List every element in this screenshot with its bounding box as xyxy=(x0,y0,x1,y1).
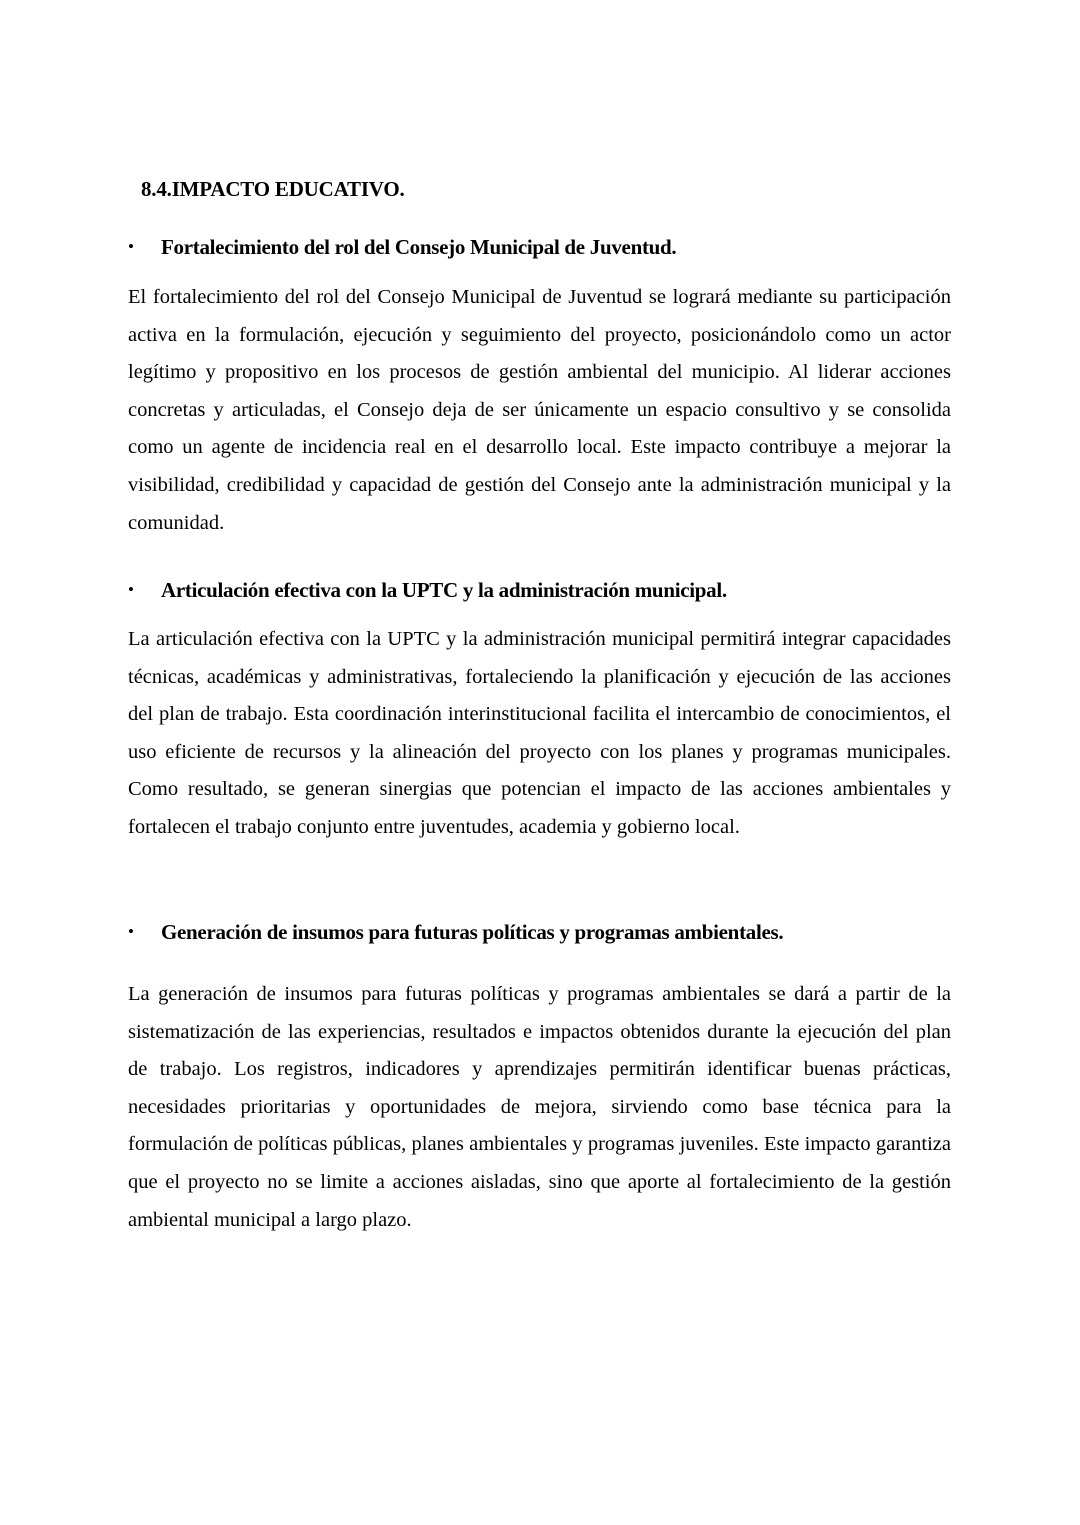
paragraph-articulacion: La articulación efectiva con la UPTC y la administración municipal permitirá integrar capacidades técnicas, académicas y administrativas, fortaleciendo la planificación y ejecución de las acciones del plan de trabajo. Esta coordinación interinstitucional facilita el intercambio de conocimientos, el uso eficiente de recursos y la alineación del proyecto con los planes y programas municipales. Como resultado, se generan sinergias que potencian el impacto de las acciones ambientales y fortalecen el trabajo conjunto entre juventudes, academia y gobierno local. xyxy=(128,628,951,838)
paragraph-generacion-insumos: La generación de insumos para futuras políticas y programas ambientales se dará a partir de la sistematización de las experiencias, resultados e impactos obtenidos durante la ejecución del plan de trabajo. Los registros, indicadores y aprendizajes permitirán identificar buenas prácticas, necesidades prioritarias y oportunidades de mejora, sirviendo como base técnica para la formulación de políticas públicas, planes ambientales y programas juveniles. Este impacto garantiza que el proyecto no se limite a acciones aisladas, sino que aporte al fortalecimiento de la gestión ambiental municipal a largo plazo. xyxy=(128,983,951,1231)
bullet-icon: • xyxy=(128,580,134,599)
bullet-icon: • xyxy=(128,922,134,941)
heading-text: Articulación efectiva con la UPTC y la administración municipal. xyxy=(161,578,727,602)
paragraph-fortalecimiento: El fortalecimiento del rol del Consejo Municipal de Juventud se logrará mediante su participación activa en la formulación, ejecución y seguimiento del proyecto, posicionándolo como un actor legítimo y propositivo en los procesos de gestión ambiental del municipio. Al liderar acciones concretas y articuladas, el Consejo deja de ser únicamente un espacio consultivo y se consolida como un agente de incidencia real en el desarrollo local. Este impacto contribuye a mejorar la visibilidad, credibilidad y capacidad de gestión del Consejo ante la administración municipal y la comunidad. xyxy=(128,286,951,534)
bullet-icon: • xyxy=(128,237,134,256)
heading-text: Fortalecimiento del rol del Consejo Municipal de Juventud. xyxy=(161,235,677,259)
section-title: 8.4.IMPACTO EDUCATIVO. xyxy=(141,177,405,201)
heading-text: Generación de insumos para futuras políticas y programas ambientales. xyxy=(161,920,784,944)
